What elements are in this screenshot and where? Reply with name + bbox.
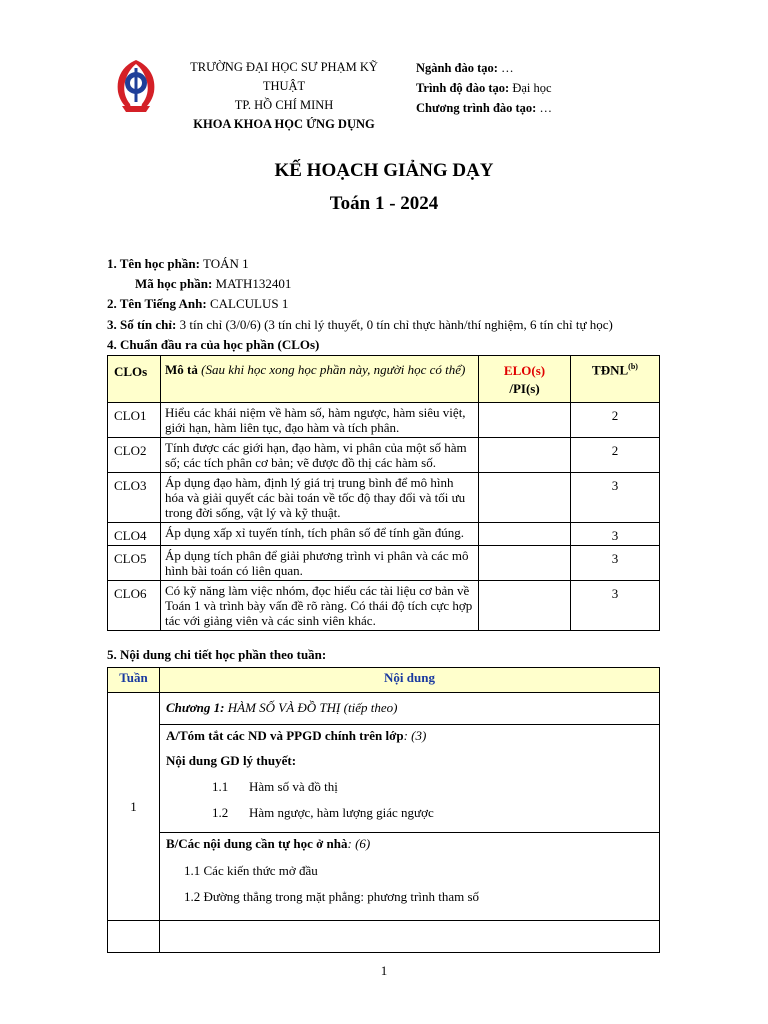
- list-item: 1.2 Đường thẳng trong mặt phẳng: phương trình tham số: [184, 889, 480, 904]
- program-label: Chương trình đào tạo:: [416, 101, 537, 115]
- table-row: [108, 403, 660, 438]
- table-row: [108, 546, 660, 581]
- clo-desc: Tính được các giới hạn, đạo hàm, vi phân của một số hàm số; các tích phân cơ bản; vẽ được đồ thị các hàm số.: [161, 438, 479, 473]
- weekly-content-table: [107, 667, 660, 953]
- table-row: [108, 523, 660, 546]
- clo-id: CLO3: [108, 473, 161, 523]
- content-section-heading: 5. Nội dung chi tiết học phần theo tuần:: [107, 647, 327, 662]
- week-header: Tuần: [108, 668, 160, 693]
- clo-header-level: TĐNL$^{(b)}$: [571, 356, 660, 403]
- clo-elo: [479, 523, 571, 546]
- clo-desc: Áp dụng đạo hàm, định lý giá trị trung bình để mô hình hóa và giải quyết các bài toán về tốc độ thay đổi và tối ưu trong đời sống, vật lý và kỹ thuật.: [161, 473, 479, 523]
- self-study-cell: [160, 833, 660, 921]
- table-row: [108, 693, 660, 725]
- table-row: [108, 833, 660, 921]
- field-row: [416, 58, 552, 78]
- clo-id: CLO6: [108, 581, 161, 631]
- clo-desc: Hiểu các khái niệm về hàm số, hàm ngược, hàm siêu việt, giới hạn, hàm liên tục, đạo hàm và tích phân.: [161, 403, 479, 438]
- clo-id: CLO2: [108, 438, 161, 473]
- level-label: Trình độ đào tạo:: [416, 81, 510, 95]
- document-subtitle: Toán 1 - 2024: [329, 193, 439, 214]
- empty-content-cell: [160, 921, 660, 953]
- clo-id: CLO1: [108, 403, 161, 438]
- credits-label: 3. Số tín chỉ:: [107, 317, 177, 332]
- clo-id: CLO5: [108, 546, 161, 581]
- clo-level: 2: [571, 403, 660, 438]
- chapter-title: Chương 1: HÀM SỐ VÀ ĐỒ THỊ (tiếp theo): [160, 693, 660, 725]
- credits-value: 3 tín chỉ (3/0/6) (3 tín chỉ lý thuyết, 0 tín chỉ thực hành/thí nghiệm, 6 tín chỉ tự học): [176, 317, 613, 332]
- level-row: [416, 78, 552, 98]
- clo-header-desc: Mô tả (Sau khi học xong học phần này, người học có thể): [161, 356, 479, 403]
- clo-desc: Có kỹ năng làm việc nhóm, đọc hiểu các tài liệu cơ bản về Toán 1 và trình bày vấn đề rõ ràng. Có thái độ tích cực hợp tác với giảng viên và các sinh viên khác.: [161, 581, 479, 631]
- course-code-row: [135, 275, 291, 293]
- course-name-row: [107, 255, 249, 273]
- clo-desc: Áp dụng tích phân để giải phương trình vi phân và các mô hình bài toán có liên quan.: [161, 546, 479, 581]
- clo-elo: [479, 438, 571, 473]
- clo-table-header: [108, 356, 660, 403]
- course-name-label: 1. Tên học phần:: [107, 256, 200, 271]
- clo-section-heading: 4. Chuẩn đầu ra của học phần (CLOs): [107, 337, 320, 352]
- table-row: [108, 438, 660, 473]
- class-content-cell: [160, 725, 660, 833]
- clo-elo: [479, 546, 571, 581]
- document-title: KẾ HOẠCH GIẢNG DẠY: [274, 160, 494, 181]
- field-label: Ngành đào tạo:: [416, 61, 498, 75]
- week-number: 1: [108, 693, 160, 921]
- clo-table: [107, 355, 660, 631]
- table-row: [108, 921, 660, 953]
- english-name-value: CALCULUS 1: [206, 296, 289, 311]
- english-name-label: 2. Tên Tiếng Anh:: [107, 296, 207, 311]
- english-name-row: [107, 295, 288, 313]
- clo-level: 3: [571, 546, 660, 581]
- level-value: Đại học: [509, 81, 552, 95]
- program-row: [416, 98, 552, 118]
- course-code-value: MATH132401: [212, 276, 292, 291]
- clo-level: 3: [571, 523, 660, 546]
- faculty-name: KHOA KHOA HỌC ỨNG DỤNG: [193, 117, 375, 131]
- clo-level: 3: [571, 581, 660, 631]
- program-value: …: [536, 101, 552, 115]
- part-a-heading: A/Tóm tắt các ND và PPGD chính trên lớp: (3): [166, 728, 427, 743]
- course-code-label: Mã học phần:: [135, 276, 213, 291]
- credits-row: [107, 316, 613, 334]
- list-item: 1.1 Các kiến thức mở đầu: [184, 863, 318, 878]
- clo-level: 3: [571, 473, 660, 523]
- content-table-header: [108, 668, 660, 693]
- list-item: 1.2 Hàm ngược, hàm lượng giác ngược: [212, 805, 434, 820]
- content-header: Nội dung: [160, 668, 660, 693]
- list-item: 1.1 Hàm số và đồ thị: [212, 779, 338, 794]
- clo-elo: [479, 473, 571, 523]
- clo-desc: Áp dụng xấp xỉ tuyến tính, tích phân số để tính gần đúng.: [161, 523, 479, 546]
- table-row: [108, 581, 660, 631]
- table-row: [108, 725, 660, 833]
- clo-elo: [479, 403, 571, 438]
- course-name-value: TOÁN 1: [199, 256, 249, 271]
- field-value: …: [497, 61, 514, 75]
- page-number: 1: [380, 963, 388, 978]
- part-b-heading: B/Các nội dung cần tự học ở nhà: (6): [166, 836, 371, 851]
- university-name-line2: TP. HỒ CHÍ MINH: [234, 98, 334, 112]
- clo-header-id: CLOs: [108, 356, 161, 403]
- table-row: [108, 473, 660, 523]
- clo-level: 2: [571, 438, 660, 473]
- university-logo-icon: [108, 56, 164, 116]
- clo-id: CLO4: [108, 523, 161, 546]
- clo-elo: [479, 581, 571, 631]
- program-meta: [416, 58, 552, 118]
- university-name-line1: TRƯỜNG ĐẠI HỌC SƯ PHẠM KỸ THUẬT: [190, 60, 378, 93]
- theory-heading: Nội dung GD lý thuyết:: [166, 753, 297, 768]
- empty-week-cell: [108, 921, 160, 953]
- university-block: [168, 58, 400, 134]
- clo-header-elo: ELO(s) /PI(s): [479, 356, 571, 403]
